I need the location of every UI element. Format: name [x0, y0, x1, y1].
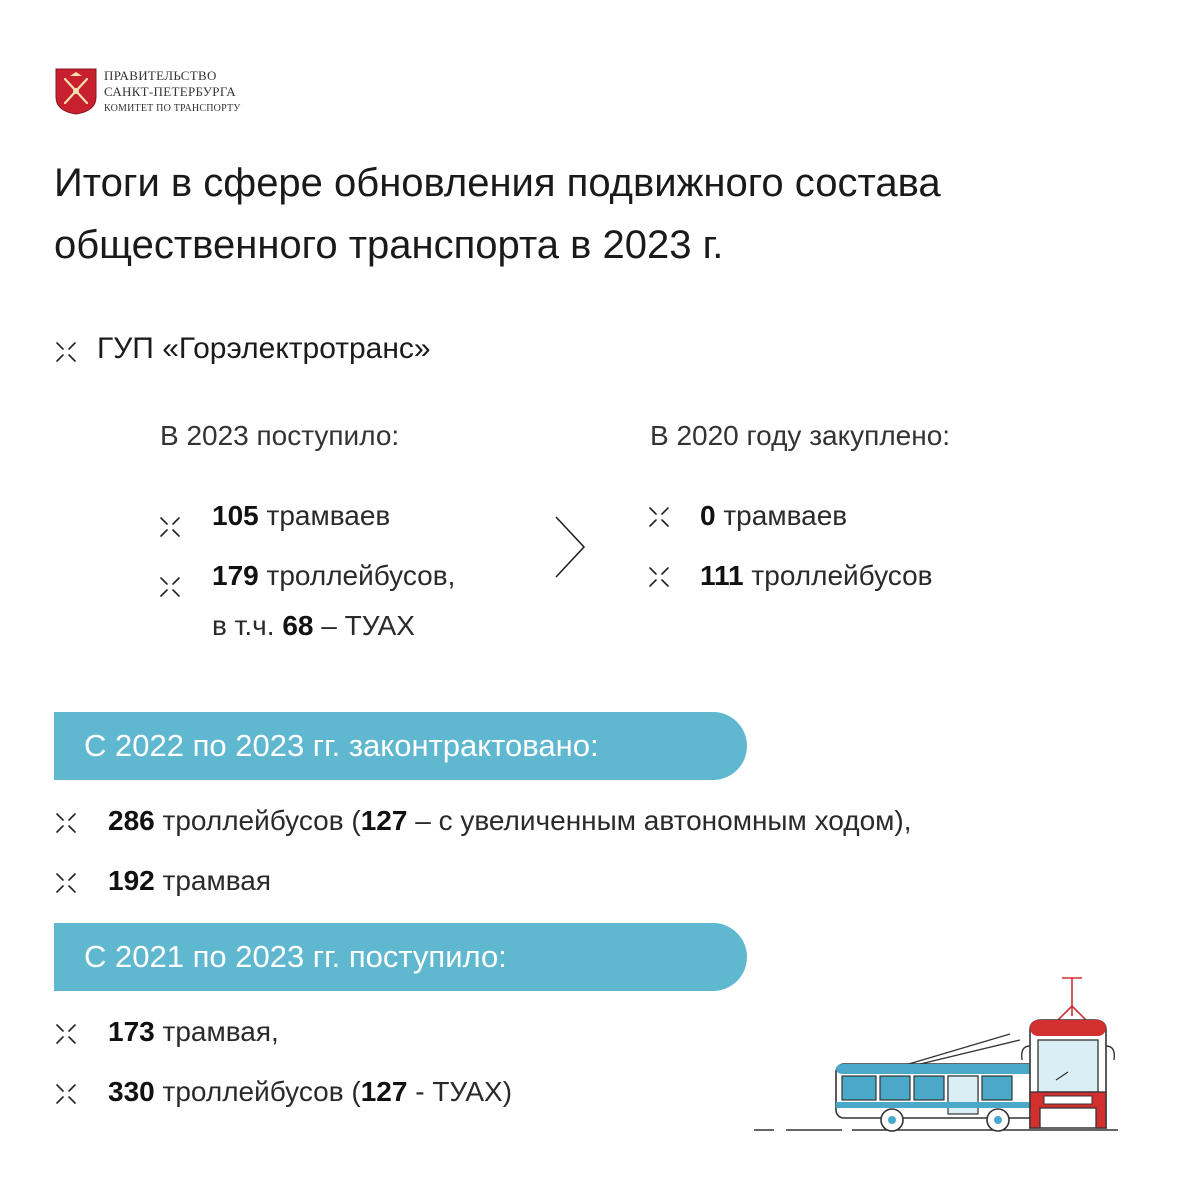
- item-text: троллейбусов: [743, 560, 933, 591]
- received-banner: С 2021 по 2023 гг. поступило:: [54, 923, 747, 991]
- sparkle-icon: [647, 505, 671, 529]
- list-item: [108, 805, 912, 837]
- org-line-2: САНКТ-ПЕТЕРБУРГА: [104, 84, 236, 99]
- item-number: 179: [212, 560, 259, 591]
- item-number: 286: [108, 805, 155, 836]
- tram-and-trolleybus-illustration: [752, 968, 1124, 1138]
- sparkle-icon: [54, 811, 78, 835]
- org-line-1: ПРАВИТЕЛЬСТВО: [104, 68, 217, 83]
- sparkle-icon: [647, 565, 671, 589]
- item-text: трамвая: [154, 865, 272, 896]
- organization-name: [104, 68, 241, 117]
- page-title: [54, 152, 1154, 276]
- sparkle-icon: [54, 871, 78, 895]
- item-number: 111: [700, 560, 744, 591]
- item-number: 105: [212, 500, 259, 531]
- item-text: троллейбусов (: [154, 805, 361, 836]
- list-item: [108, 865, 271, 897]
- list-item: [700, 500, 847, 532]
- title-line-1: Итоги в сфере обновления подвижного состава: [54, 161, 941, 205]
- org-line-3: КОМИТЕТ ПО ТРАНСПОРТУ: [104, 103, 241, 114]
- item-number-secondary: 127: [360, 1076, 408, 1107]
- left-column-heading: В 2023 поступило:: [160, 420, 400, 451]
- item-number-secondary: 127: [360, 805, 408, 836]
- item-number: 330: [108, 1076, 155, 1107]
- item-text: трамвая,: [154, 1016, 279, 1047]
- title-line-2: общественного транспорта в 2023 г.: [54, 223, 724, 267]
- item-number: 173: [108, 1016, 155, 1047]
- sparkle-icon: [54, 1022, 78, 1046]
- sparkle-icon: [158, 515, 182, 539]
- item-text: трамваев: [715, 500, 848, 531]
- sparkle-icon: [54, 340, 78, 364]
- note-number: 68: [282, 610, 314, 641]
- item-number: 0: [700, 500, 716, 531]
- section-heading: ГУП «Горэлектротранс»: [97, 332, 431, 365]
- item-text: троллейбусов (: [154, 1076, 361, 1107]
- right-column-heading: В 2020 году закуплено:: [650, 420, 951, 451]
- note-prefix: в т.ч.: [212, 610, 283, 641]
- item-number: 192: [108, 865, 155, 896]
- item-text: троллейбусов,: [258, 560, 456, 591]
- contracted-banner: С 2022 по 2023 гг. законтрактовано:: [54, 712, 747, 780]
- sparkle-icon: [158, 575, 182, 599]
- item-text: - ТУАХ): [407, 1076, 513, 1107]
- note-suffix: – ТУАХ: [313, 610, 415, 641]
- list-item: [700, 560, 933, 592]
- list-item: [108, 1076, 512, 1108]
- item-text: трамваев: [258, 500, 391, 531]
- chevron-right-icon: [550, 515, 590, 579]
- item-text: – с увеличенным автономным ходом),: [407, 805, 912, 836]
- list-item: [108, 1016, 279, 1048]
- list-item-note: [212, 610, 415, 642]
- sparkle-icon: [54, 1082, 78, 1106]
- coat-of-arms-icon: [54, 67, 98, 115]
- list-item: [212, 500, 390, 532]
- list-item: [212, 560, 455, 592]
